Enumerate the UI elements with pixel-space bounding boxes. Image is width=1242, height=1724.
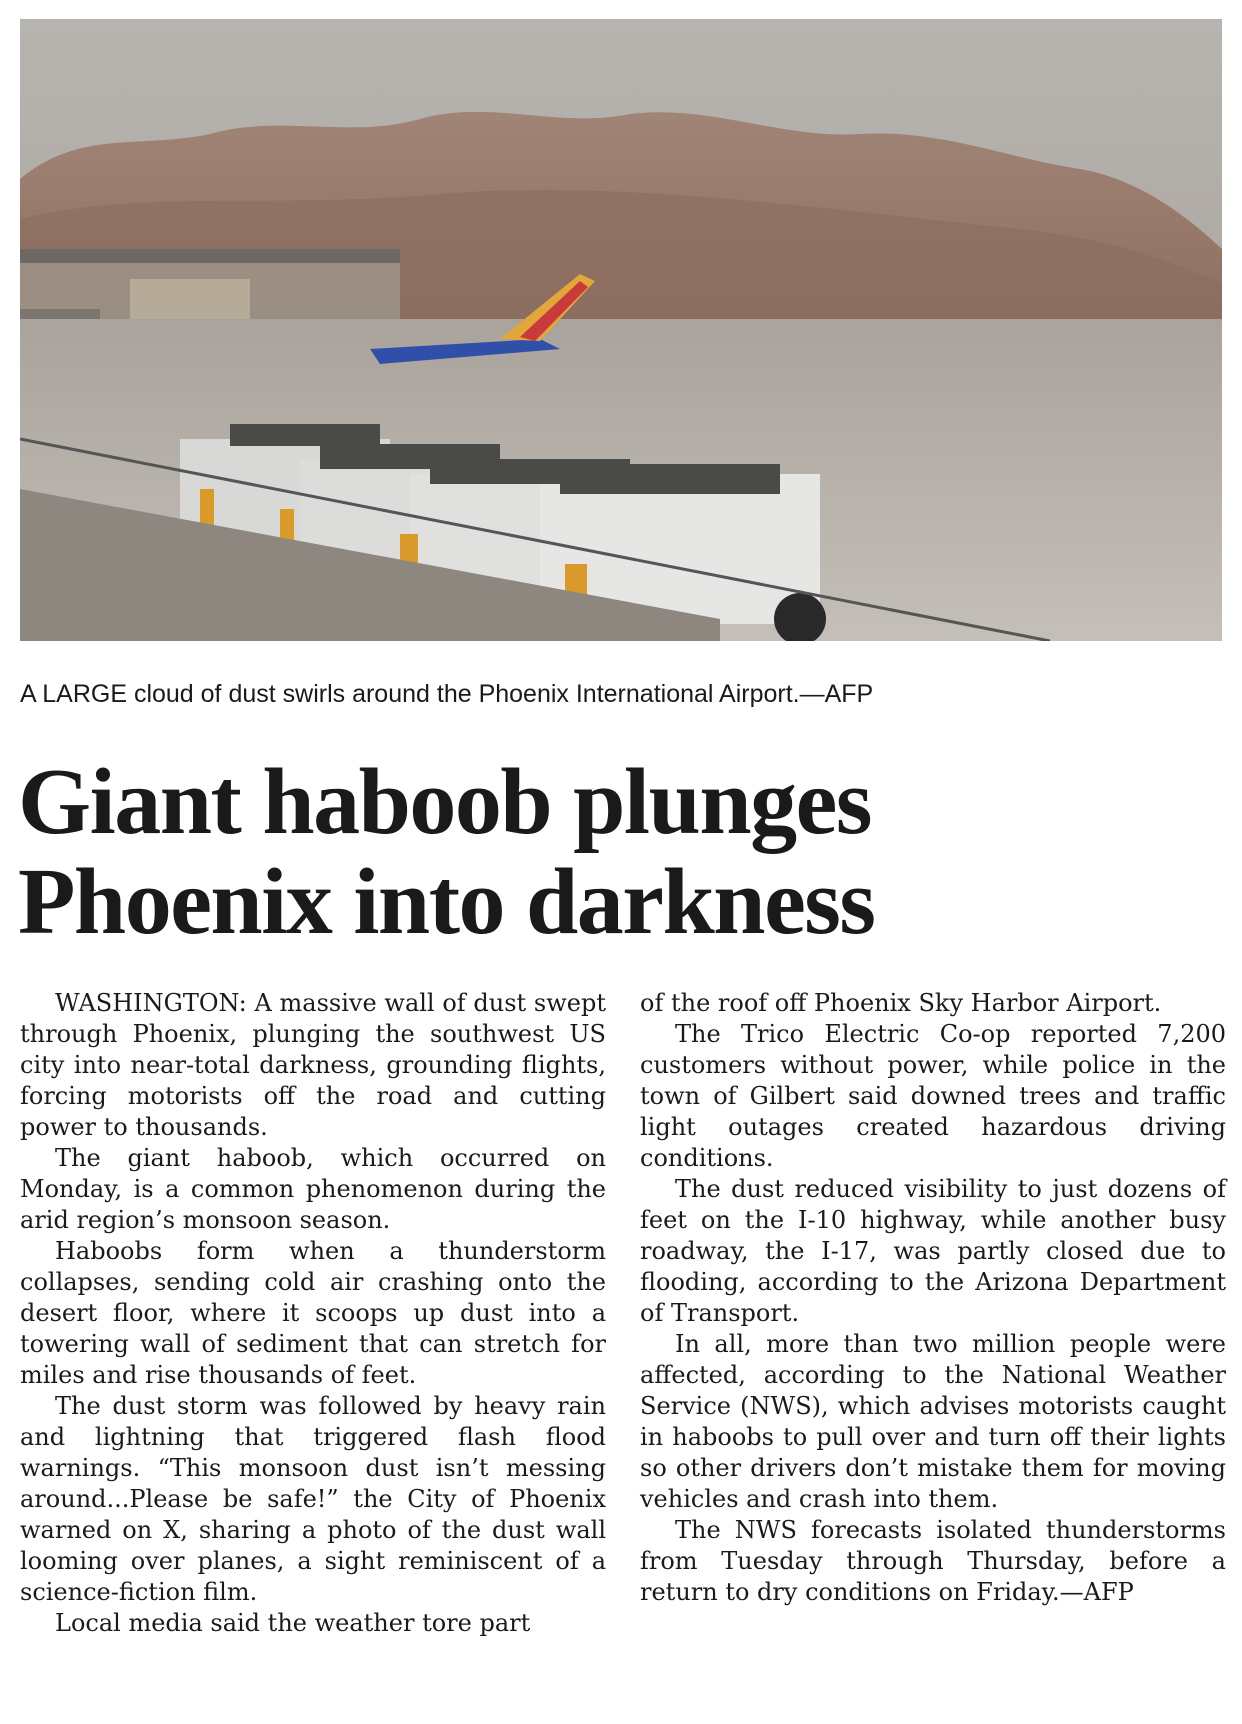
paragraph: The Trico Electric Co-op reported 7,200 customers without power, while police in the town of Gilbert said downed trees and traffic light outages created hazardous driving conditions. [640, 1020, 1226, 1172]
paragraph-continuation: of the roof off Phoenix Sky Harbor Airport. [640, 989, 1162, 1017]
paragraph: The NWS forecasts isolated thunderstorms from Tuesday through Thursday, before a return to dry conditions on Friday.—AFP [640, 1516, 1226, 1606]
headline-line-2: Phoenix into darkness [18, 850, 875, 954]
headline [18, 752, 1228, 952]
paragraph: WASHINGTON: A massive wall of dust swept through Phoenix, plunging the southwest US city into near-total darkness, grounding flights, forcing motorists off the road and cutting power to thousands. [20, 989, 606, 1141]
paragraph: In all, more than two million people were affected, according to the National Weather Service (NWS), which advises motorists caught in haboobs to pull over and turn off their lights so other drivers don’t mistake them for moving vehicles and crash into them. [640, 1330, 1226, 1513]
article-column-right [640, 988, 1226, 1608]
paragraph: Haboobs form when a thunderstorm collapses, sending cold air crashing onto the desert floor, where it scoops up dust into a towering wall of sediment that can stretch for miles and rise thousands of feet. [20, 1237, 606, 1389]
paragraph: The giant haboob, which occurred on Monday, is a common phenomenon during the arid region’s monsoon season. [20, 1144, 606, 1234]
paragraph: Local media said the weather tore part [55, 1609, 531, 1637]
photo-caption: A LARGE cloud of dust swirls around the Phoenix International Airport.—AFP [20, 680, 874, 708]
article-column-left [20, 988, 606, 1639]
paragraph: The dust reduced visibility to just dozens of feet on the I-10 highway, while another busy roadway, the I-17, was partly closed due to flooding, according to the Arizona Department of Transport. [640, 1175, 1226, 1327]
paragraph: The dust storm was followed by heavy rain and lightning that triggered flash flood warnings. “This monsoon dust isn’t messing around...Please be safe!” the City of Phoenix warned on X, sharing a photo of the dust wall looming over planes, a sight reminiscent of a science-fiction film. [20, 1392, 606, 1606]
news-photo [20, 19, 1222, 641]
haboob-airport-image [20, 19, 1222, 641]
headline-line-1: Giant haboob plunges [18, 750, 871, 854]
